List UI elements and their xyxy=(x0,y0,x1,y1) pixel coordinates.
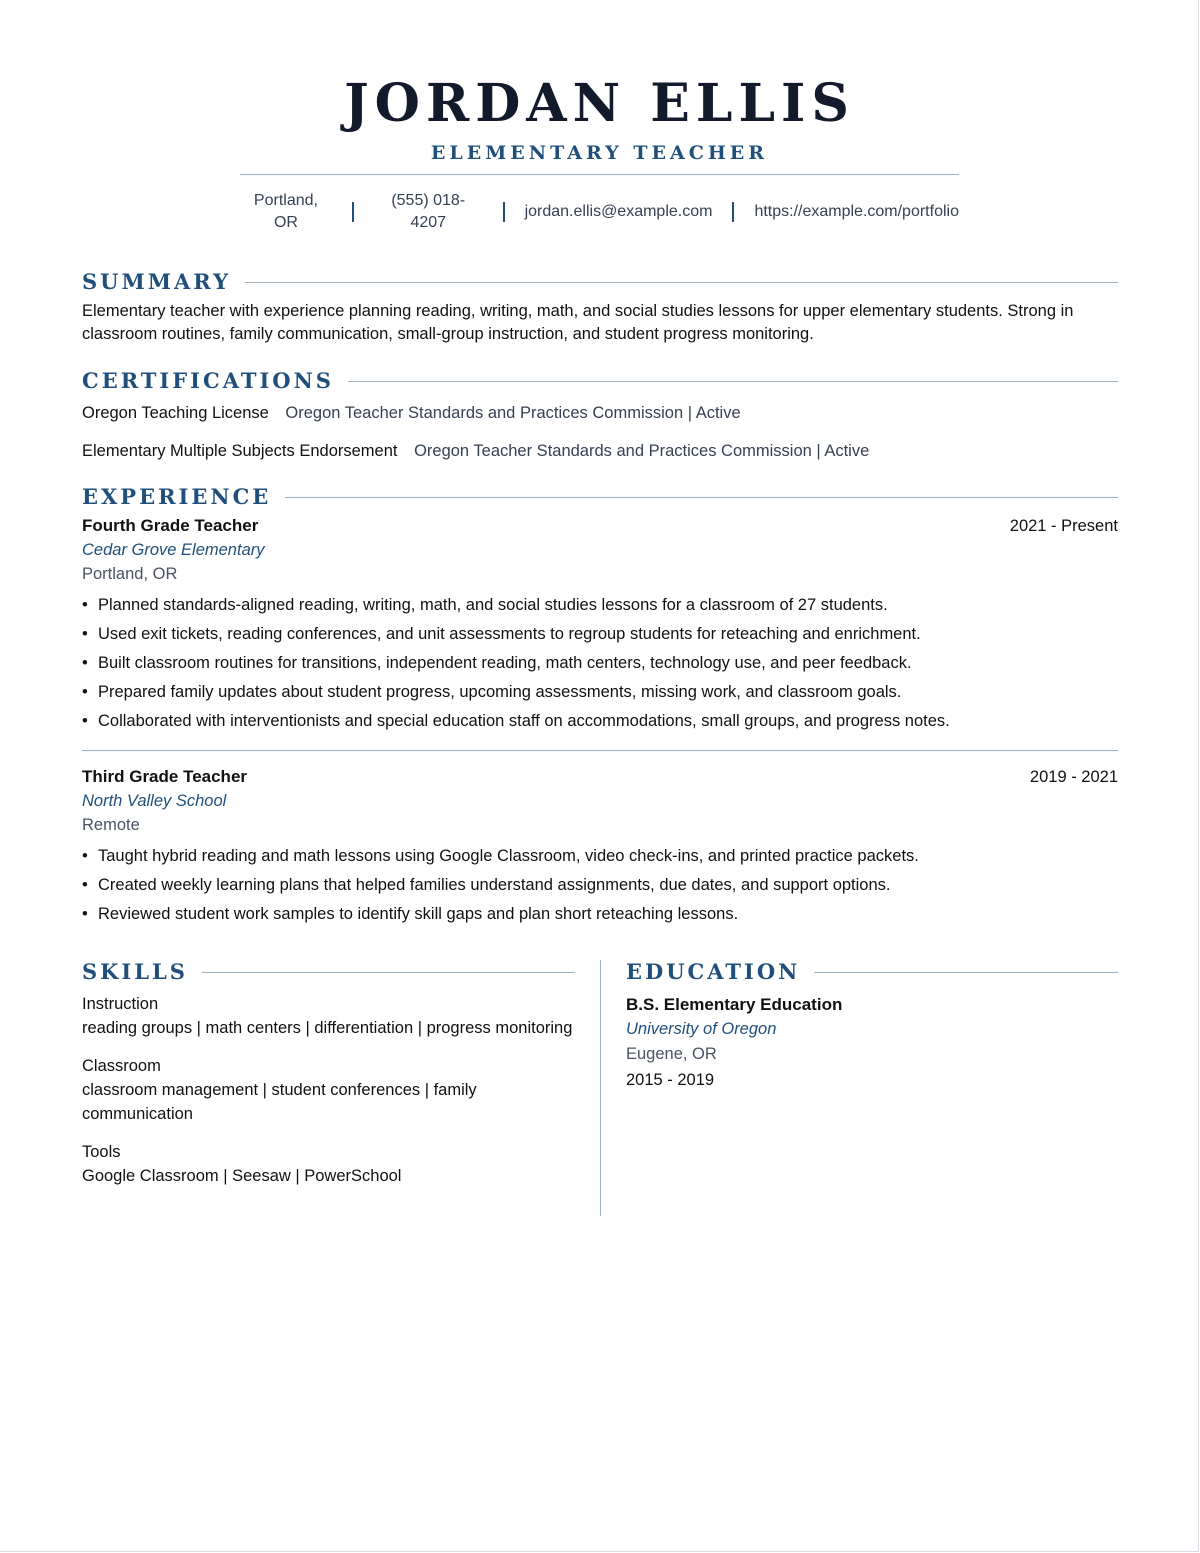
skill-group xyxy=(82,1054,575,1126)
section-title: EDUCATION xyxy=(626,958,801,984)
certification-name: Oregon Teaching License xyxy=(82,404,269,422)
section-rule xyxy=(814,972,1118,973)
certification-name: Elementary Multiple Subjects Endorsement xyxy=(82,442,398,460)
skill-category: Tools xyxy=(82,1143,121,1161)
job-bullet: • Used exit tickets, reading conferences, and unit assessments to regroup students for reteaching and enrichment. xyxy=(82,620,1118,649)
section-title: SKILLS xyxy=(82,958,188,984)
job-organization: North Valley School xyxy=(82,792,227,810)
section-rule xyxy=(285,497,1118,498)
contact-portfolio-link[interactable]: https://example.com/portfolio xyxy=(754,203,959,220)
certification-detail: Oregon Teacher Standards and Practices Commission | Active xyxy=(285,404,741,422)
job-bullet: • Created weekly learning plans that helped families understand assignments, due dates, and support options. xyxy=(82,871,1118,900)
certification-item xyxy=(82,402,1118,424)
section-heading xyxy=(82,957,575,985)
section-title: EXPERIENCE xyxy=(82,483,272,509)
experience-section xyxy=(82,482,1118,929)
job-bullets xyxy=(82,591,1118,736)
education-section xyxy=(626,957,1118,1094)
skill-list: Google Classroom | Seesaw | PowerSchool xyxy=(82,1167,402,1185)
section-heading xyxy=(82,366,1118,394)
section-rule xyxy=(245,282,1118,283)
job-dates: 2019 - 2021 xyxy=(1029,768,1118,786)
job-entry xyxy=(82,514,1118,736)
certification-detail: Oregon Teacher Standards and Practices Commission | Active xyxy=(414,442,870,460)
certification-item xyxy=(82,440,1118,462)
candidate-name: JORDAN ELLIS xyxy=(344,73,855,134)
section-heading xyxy=(82,267,1118,295)
contact-email[interactable]: jordan.ellis@example.com xyxy=(524,203,713,220)
job-title: Fourth Grade Teacher xyxy=(82,516,259,535)
job-bullet: • Collaborated with interventionists and special education staff on accommodations, small groups, and progress notes. xyxy=(82,707,1118,736)
education-location: Eugene, OR xyxy=(626,1045,717,1063)
contact-separator xyxy=(503,202,505,222)
summary-section xyxy=(82,267,1118,346)
section-rule xyxy=(202,972,575,973)
job-organization: Cedar Grove Elementary xyxy=(82,541,265,559)
skills-section xyxy=(82,957,575,1188)
job-location: Portland, OR xyxy=(82,565,178,583)
education-school: University of Oregon xyxy=(626,1020,777,1038)
job-title: Third Grade Teacher xyxy=(82,767,248,786)
job-location: Remote xyxy=(82,816,140,834)
job-bullet: • Planned standards-aligned reading, writing, math, and social studies lessons for a classroom of 27 students. xyxy=(82,591,1118,620)
contact-location: Portland, OR xyxy=(253,192,318,231)
skill-category: Instruction xyxy=(82,995,159,1013)
contact-separator xyxy=(352,202,354,222)
skill-category: Classroom xyxy=(82,1057,161,1075)
certifications-section xyxy=(82,366,1118,462)
resume-header xyxy=(240,70,959,234)
job-bullet: • Built classroom routines for transitions, independent reading, math centers, technology use, and peer feedback. xyxy=(82,649,1118,678)
section-heading xyxy=(82,482,1118,510)
section-rule xyxy=(348,381,1118,382)
section-title: SUMMARY xyxy=(82,268,232,294)
contact-separator xyxy=(732,202,734,222)
header-divider xyxy=(240,174,959,175)
candidate-role: ELEMENTARY TEACHER xyxy=(430,142,769,164)
skill-list: reading groups | math centers | differentiation | progress monitoring xyxy=(82,1019,573,1037)
job-divider xyxy=(82,750,1118,751)
skill-group xyxy=(82,1140,575,1188)
skill-group xyxy=(82,992,575,1040)
contact-phone: (555) 018-4207 xyxy=(391,192,466,231)
education-degree: B.S. Elementary Education xyxy=(626,995,843,1014)
section-heading xyxy=(626,957,1118,985)
job-bullet: • Taught hybrid reading and math lessons using Google Classroom, video check-ins, and printed practice packets. xyxy=(82,842,1118,871)
summary-text: Elementary teacher with experience planning reading, writing, math, and social studies lessons for upper elementary students. Strong in classroom routines, family communication, small-group instruction, and student progress monitoring. xyxy=(82,302,1074,343)
job-bullets xyxy=(82,842,1118,929)
contact-line xyxy=(240,190,959,234)
education-dates: 2015 - 2019 xyxy=(626,1071,715,1089)
column-divider xyxy=(600,960,601,1216)
job-bullet: • Reviewed student work samples to identify skill gaps and plan short reteaching lessons. xyxy=(82,900,1118,929)
section-title: CERTIFICATIONS xyxy=(82,367,334,393)
job-entry xyxy=(82,765,1118,929)
job-dates: 2021 - Present xyxy=(1009,517,1118,535)
skill-list: classroom management | student conferences | family communication xyxy=(82,1081,477,1123)
job-bullet: • Prepared family updates about student progress, upcoming assessments, missing work, and classroom goals. xyxy=(82,678,1118,707)
